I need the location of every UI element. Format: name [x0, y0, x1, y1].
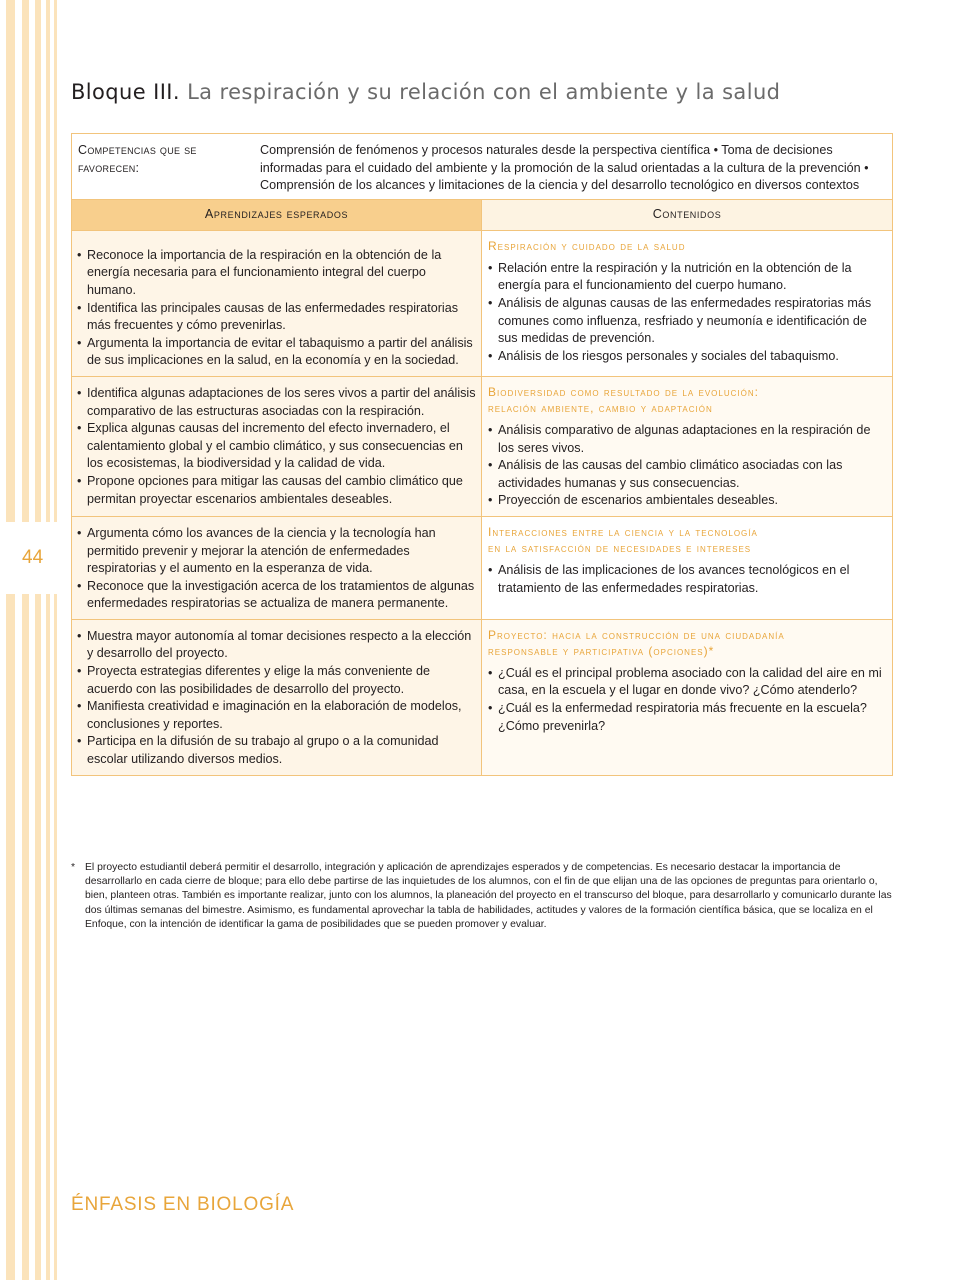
- section-title: [488, 384, 886, 416]
- table-row: [72, 516, 893, 619]
- decorative-stripe: [46, 0, 50, 1280]
- aprendizajes-cell: [72, 230, 482, 376]
- list-item: • Análisis de algunas causas de las enfermedades respiratorias más comunes como influenza, resfriado y neumonía e identificación de sus medidas de prevención.: [488, 295, 886, 348]
- emphasis-label: ÉNFASIS EN BIOLOGÍA: [71, 1194, 295, 1215]
- list-item: • Argumenta cómo los avances de la ciencia y la tecnología han permitido prevenir y mejorar la atención de enfermedades respiratorias y el aumento en la esperanza de vida.: [77, 525, 477, 578]
- list-item: • Identifica algunas adaptaciones de los seres vivos a partir del análisis comparativo de las estructuras asociadas con la respiración.: [77, 385, 477, 420]
- contenidos-cell: [482, 619, 893, 775]
- footnote: [71, 861, 892, 932]
- list-item: • ¿Cuál es la enfermedad respiratoria más frecuente en la escuela? ¿Cómo prevenirla?: [488, 700, 886, 735]
- footnote-mark: *: [71, 862, 76, 873]
- page-number: 44: [0, 522, 66, 594]
- list-item: • Análisis de las implicaciones de los avances tecnológicos en el tratamiento de las enfermedades respiratorias.: [488, 562, 886, 597]
- list-item: • ¿Cuál es el principal problema asociado con la calidad del aire en mi casa, en la escuela y el lugar en donde vivo? ¿Cómo atenderlo?: [488, 665, 886, 700]
- list-item: • Proyecta estrategias diferentes y elige la más conveniente de acuerdo con las posibilidades de desarrollo del proyecto.: [77, 663, 477, 698]
- contenidos-cell: [482, 230, 893, 376]
- list-item: • Reconoce que la investigación acerca de los tratamientos de algunas enfermedades respiratorias se actualiza de manera permanente.: [77, 578, 477, 613]
- aprendizajes-cell: [72, 619, 482, 775]
- table-row: [72, 376, 893, 516]
- competencias-text: Comprensión de fenómenos y procesos naturales desde la perspectiva científica • Toma de decisiones informadas para el cuidado del ambiente y la promoción de la salud orientadas a la cultura de la prevención • Comprensión de los alcances y limitaciones de la ciencia y del desarrollo tecnológico en diversos contextos: [260, 143, 869, 193]
- list-item: • Argumenta la importancia de evitar el tabaquismo a partir del análisis de sus implicaciones en la salud, en la economía y en la sociedad.: [77, 335, 477, 370]
- contenidos-cell: [482, 376, 893, 516]
- header-aprendizajes: Aprendizajes esperados: [72, 199, 482, 230]
- decorative-stripe: [35, 0, 41, 1280]
- competencias-row: [72, 134, 893, 200]
- list-item: • Muestra mayor autonomía al tomar decisiones respecto a la elección y desarrollo del proyecto.: [77, 628, 477, 663]
- section-title-line: Proyecto: hacia la construcción de una ciudadanía: [488, 627, 785, 642]
- contenidos-cell: [482, 516, 893, 619]
- list-item: • Identifica las principales causas de las enfermedades respiratorias más frecuentes y cómo prevenirlas.: [77, 300, 477, 335]
- section-title: Respiración y cuidado de la salud: [488, 238, 686, 253]
- footnote-text: El proyecto estudiantil deberá permitir el desarrollo, integración y aplicación de aprendizajes esperados y de competencias. Es necesario destacar la importancia de desarrollarlo en cada cierre de bloque; para ello debe partirse de las inquietudes de los alumnos, con el fin de que elijan una de las opciones de preguntas para orientarlo o, bien, planteen otras. También es importante realizar, junto con los alumnos, la planeación del proyecto en el transcurso del bloque, para desarrollarlo y comunicarlo durante las dos últimas semanas del bimestre. Asimismo, es fundamental aprovechar la tabla de habilidades, actitudes y valores de la formación científica básica, que se localiza en el Enfoque, con la intención de identificar la gama de posibilidades que se pueden promover y evaluar.: [85, 862, 892, 930]
- section-title-line: responsable y participativa (opciones)*: [488, 643, 715, 658]
- list-item: • Análisis de los riesgos personales y sociales del tabaquismo.: [488, 348, 886, 366]
- aprendizajes-cell: [72, 516, 482, 619]
- section-title-line: relación ambiente, cambio y adaptación: [488, 400, 713, 415]
- list-item: • Explica algunas causas del incremento del efecto invernadero, el calentamiento global y el cambio climático, y sus consecuencias en los ecosistemas, la biodiversidad y la calidad de vida.: [77, 420, 477, 473]
- page-title: [71, 80, 780, 104]
- list-item: • Propone opciones para mitigar las causas del cambio climático que permitan proyectar escenarios ambientales deseables.: [77, 473, 477, 508]
- table-row: [72, 230, 893, 376]
- decorative-stripe: [6, 0, 15, 1280]
- list-item: • Análisis comparativo de algunas adaptaciones en la respiración de los seres vivos.: [488, 422, 886, 457]
- competencias-label: Competencias que se favorecen:: [78, 143, 197, 175]
- header-contenidos: Contenidos: [482, 199, 893, 230]
- title-rest: La respiración y su relación con el ambiente y la salud: [187, 80, 781, 104]
- list-item: • Participa en la difusión de su trabajo al grupo o a la comunidad escolar utilizando diversos medios.: [77, 733, 477, 768]
- competencias-cell: [72, 134, 893, 200]
- section-title: [488, 524, 886, 556]
- section-title-line: en la satisfacción de necesidades e intereses: [488, 540, 752, 555]
- section-title-line: Interacciones entre la ciencia y la tecnología: [488, 524, 758, 539]
- section-title-line: Biodiversidad como resultado de la evolución:: [488, 384, 759, 399]
- list-item: • Reconoce la importancia de la respiración en la obtención de la energía necesaria para el funcionamiento integral del cuerpo humano.: [77, 247, 477, 300]
- list-item: • Análisis de las causas del cambio climático asociadas con las actividades humanas y sus consecuencias.: [488, 457, 886, 492]
- curriculum-table: [71, 133, 893, 776]
- title-lead: Bloque III.: [71, 80, 180, 104]
- section-title: [488, 627, 886, 659]
- aprendizajes-cell: [72, 376, 482, 516]
- list-item: • Relación entre la respiración y la nutrición en la obtención de la energía para el funcionamiento del cuerpo humano.: [488, 260, 886, 295]
- list-item: • Proyección de escenarios ambientales deseables.: [488, 492, 886, 510]
- list-item: • Manifiesta creatividad e imaginación en la elaboración de modelos, conclusiones y reportes.: [77, 698, 477, 733]
- header-row: [72, 199, 893, 230]
- decorative-stripe: [22, 0, 29, 1280]
- table-row: [72, 619, 893, 775]
- decorative-stripe: [54, 0, 57, 1280]
